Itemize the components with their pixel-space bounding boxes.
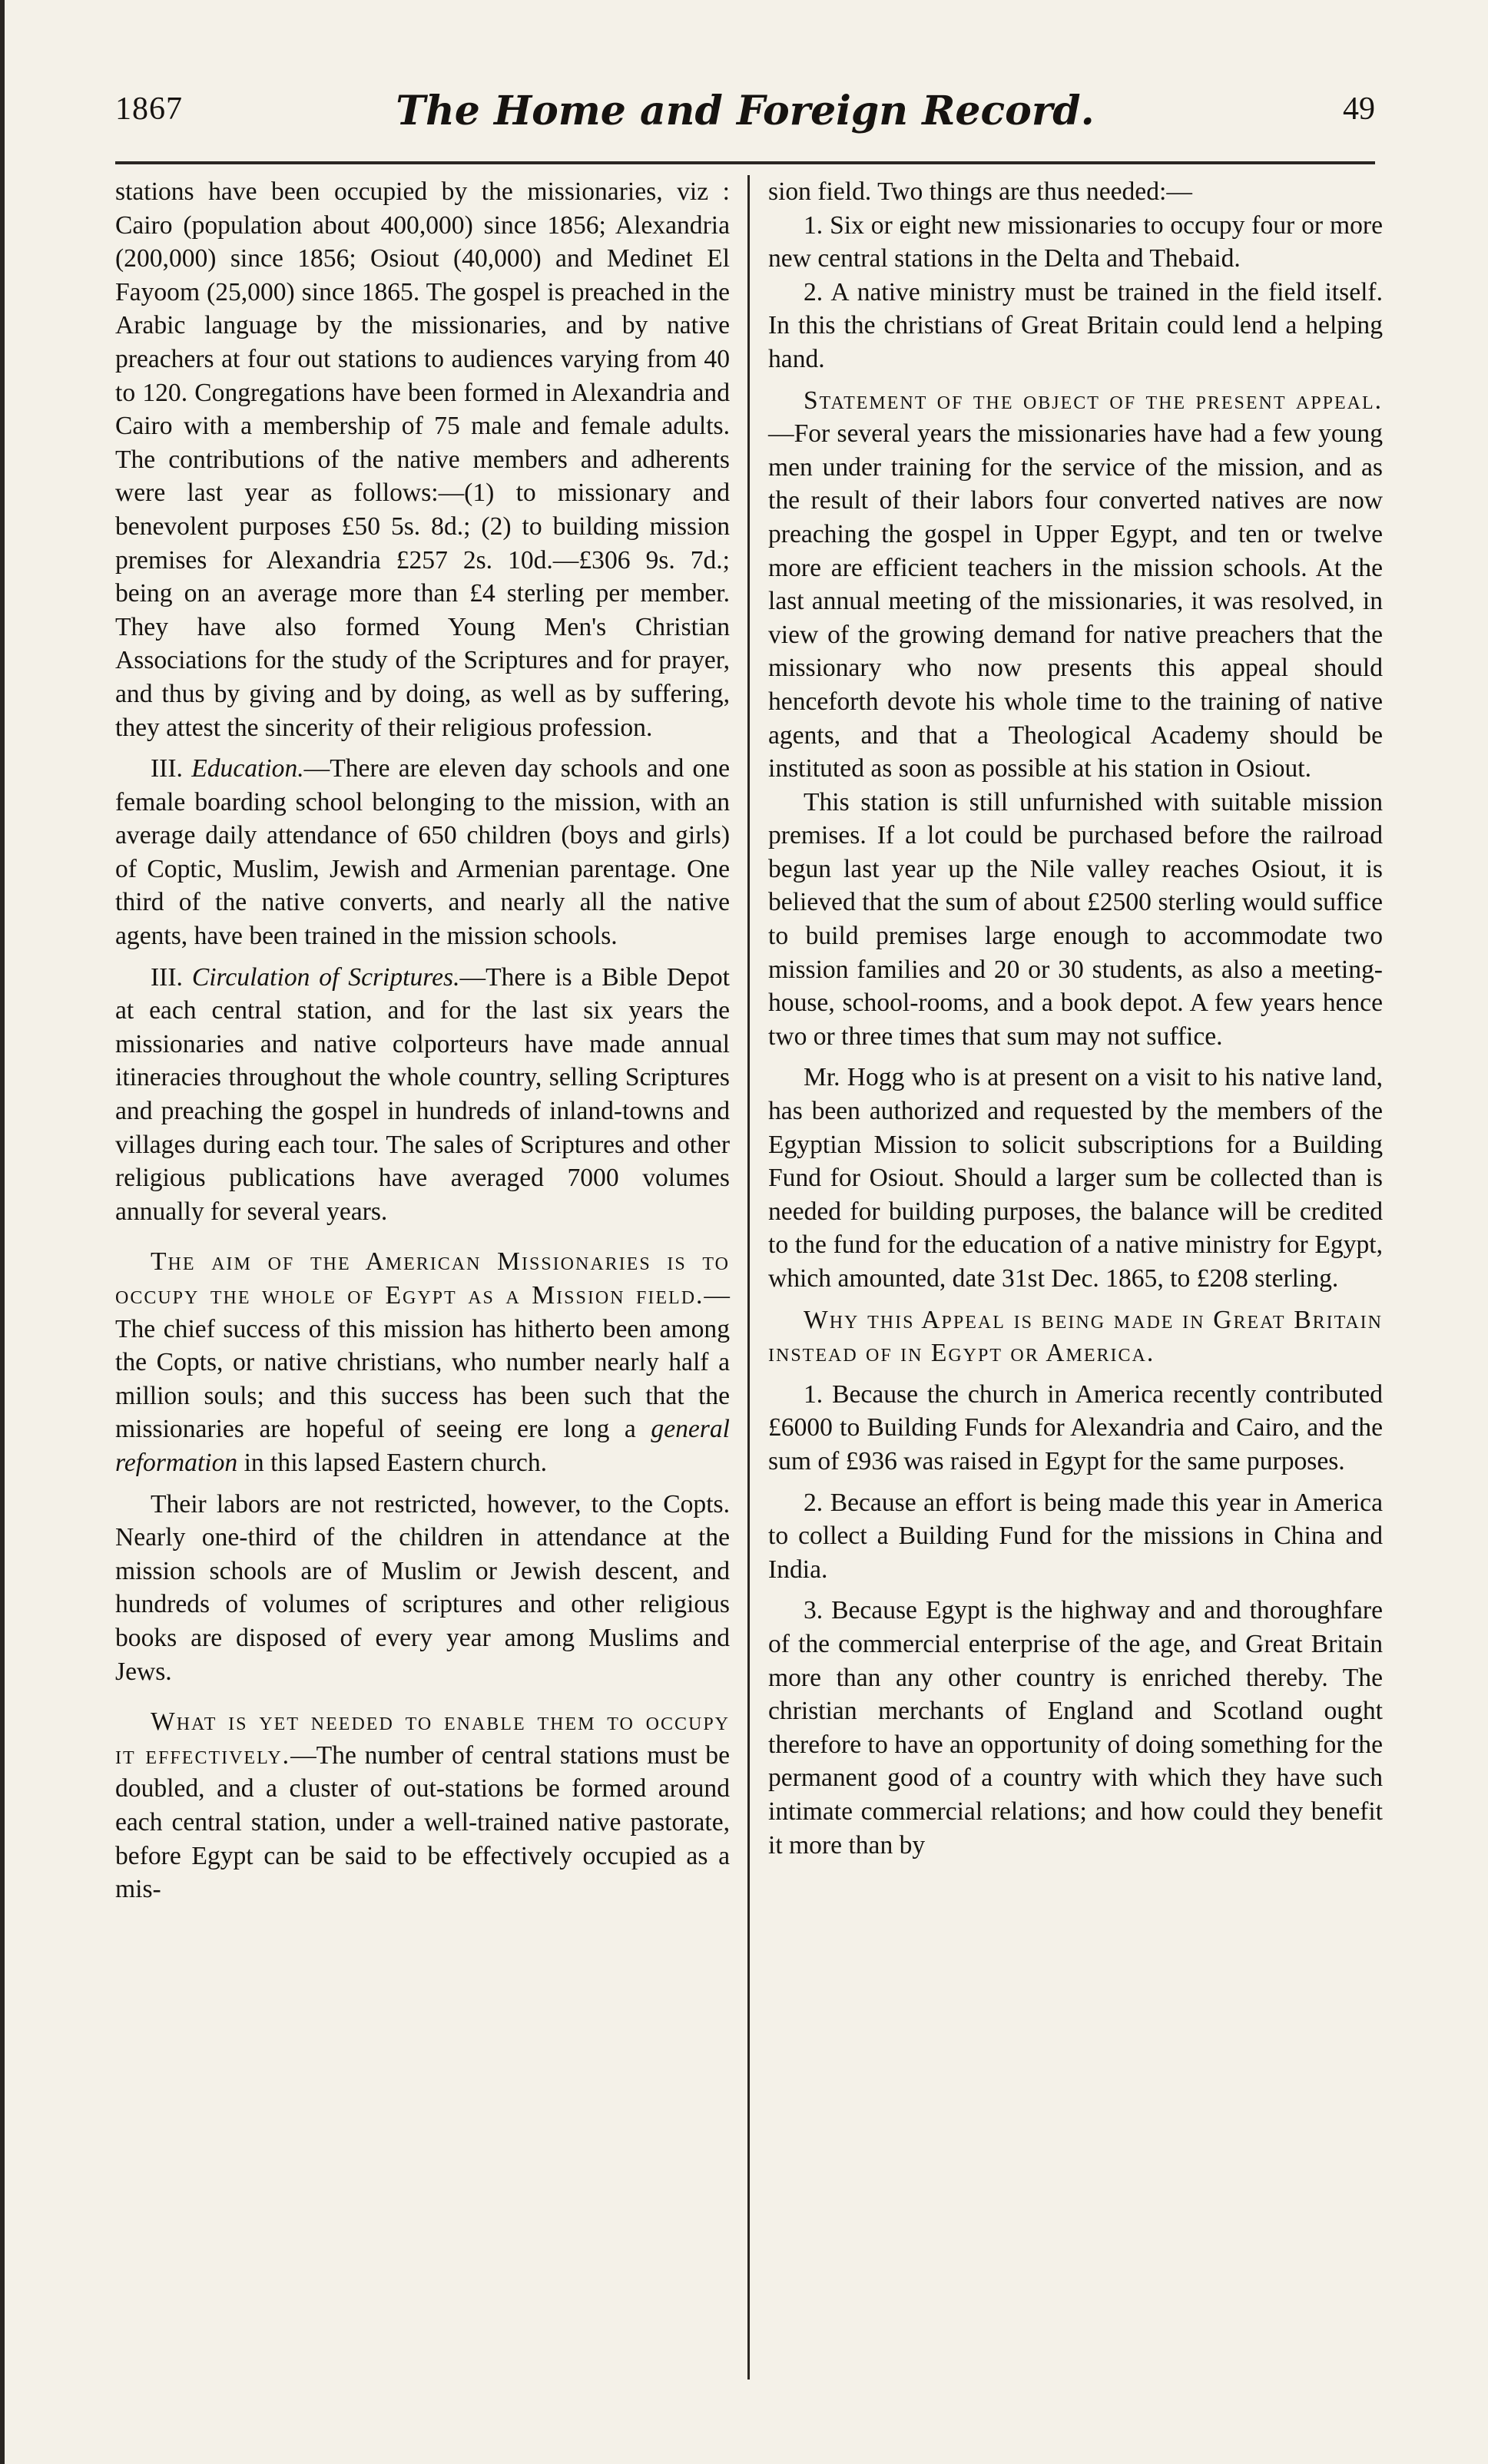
paragraph-hogg: Mr. Hogg who is at present on a visit to his native land, has been authorized and requested by the members of the Egyptian Mission to solicit subscriptions for a Building Fund for Osiout. Should a larger sum be collected than is needed for building purposes, the balance will be credited to the fund for the education of a native ministry for Egypt, which amounted, date 31st Dec. 1865, to £208 sterling. [768, 1063, 1383, 1293]
left-column [115, 175, 730, 1906]
heading-statement: Statement of the object of the present appeal. [804, 386, 1383, 415]
paragraph-need-2: 2. A native ministry must be trained in the field itself. In this the christians of Great Britain could lend a helping hand. [768, 277, 1383, 373]
page-edge-shadow [0, 0, 5, 2464]
paragraph-education: III. Education.—There are eleven day schools and one female boarding school belonging to the mission, with an average daily attendance of 650 children (boys and girls) of Coptic, Muslim, Jewish and Armenian parentage. One third of the native converts, and nearly all the native agents, have been trained in the mission schools. [115, 754, 730, 951]
paragraph-stations: stations have been occupied by the missionaries, viz : Cairo (population about 400,000) since 1856; Alexandria (200,000) since 1856; Osiout (40,000) and Medinet El Fayoom (25,000) since 1865. The gospel is preached in the Arabic language by the missionaries, and by native preachers at four out stations to audiences varying from 40 to 120. Congregations have been formed in Alexandria and Cairo with a membership of 75 male and female adults. The contributions of the native members and adherents were last year as follows:—(1) to missionary and benevolent purposes £50 5s. 8d.; (2) to building mission premises for Alexandria £257 2s. 10d.—£306 9s. 7d.; being on an average more than £4 sterling per member. They have also formed Young Men's Christian Associations for the study of the Scriptures and for prayer, and thus by giving and by doing, as well as by suffering, they attest the sincerity of their religious profession. [115, 177, 730, 742]
paragraph-mission-field: sion field. Two things are thus needed:— [768, 177, 1192, 206]
running-header [115, 88, 1375, 146]
heading-aim: The aim of the American Missionaries is to occupy the whole of Egypt as a Mission field. [115, 1247, 730, 1310]
paragraph-reason-2: 2. Because an effort is being made this year in America to collect a Building Fund for the missions in China and India. [768, 1488, 1383, 1584]
heading-education: Education. [191, 754, 304, 783]
right-column [768, 175, 1383, 1862]
header-rule [115, 161, 1375, 164]
paragraph-reason-3: 3. Because Egypt is the highway and and thoroughfare of the commercial enterprise of the age, and Great Britain more than any other country is enriched thereby. The christian merchants of England and Scotland ought therefore to have an opportunity of doing something for the permanent good of a country with which they have such intimate commercial relations; and how could they benefit it more than by [768, 1596, 1383, 1860]
paragraph-labors: Their labors are not restricted, however, to the Copts. Nearly one-third of the children in attendance at the mission schools are of Muslim or Jewish descent, and hundreds of volumes of scriptures and other religious books are disposed of every year among Muslims and Jews. [115, 1489, 730, 1686]
paragraph-need-1: 1. Six or eight new missionaries to occupy four or more new central stations in the Delta and Thebaid. [768, 210, 1383, 273]
paragraph-reason-1: 1. Because the church in America recently contributed £6000 to Building Funds for Alexandria and Cairo, and the sum of £936 was raised in Egypt for the same purposes. [768, 1379, 1383, 1475]
paragraph-statement: Statement of the object of the present appeal.—For several years the missionaries have had a few young men under training for the service of the mission, and as the result of their labors four converted natives are now preaching the gospel in Upper Egypt, and ten or twelve more are efficient teachers in the mission schools. At the last annual meeting of the missionaries, it was resolved, in view of the growing demand for native preachers that the missionary who now presents this appeal should henceforth devote his whole time to the training of native agents, and that a Theological Academy should be instituted as soon as possible at his station in Osiout. [768, 386, 1383, 783]
heading-needed: What is yet needed to enable them to occupy it effectively. [115, 1707, 730, 1770]
journal-title: The Home and Foreign Record. [396, 88, 1095, 134]
header-year: 1867 [115, 91, 183, 127]
paragraph-premises: This station is still unfurnished with suitable mission premises. If a lot could be purchased before the railroad begun last year up the Nile valley reaches Osiout, it is believed that the sum of about £2500 sterling would suffice to build premises large enough to accommodate two mission families and 20 or 30 students, as also a meeting-house, school-rooms, and a book depot. A few years hence two or three times that sum may not suffice. [768, 787, 1383, 1051]
page-number: 49 [1343, 91, 1375, 127]
paragraph-circulation: III. Circulation of Scriptures.—There is a Bible Depot at each central station, and for the last six years the missionaries and native colporteurs have made annual itineracies throughout the whole country, selling Scriptures and preaching the gospel in hundreds of inland-towns and villages during each tour. The sales of Scriptures and other religious publications have averaged 7000 volumes annually for several years. [115, 962, 730, 1226]
paragraph-needed: What is yet needed to enable them to occupy it effectively.—The number of central stations must be doubled, and a cluster of out-stations be formed around each central station, under a well-trained native pastorate, before Egypt can be said to be effectively occupied as a mis- [115, 1707, 731, 1904]
heading-why: Why this Appeal is being made in Great Britain instead of in Egypt or America. [768, 1305, 1383, 1368]
column-divider [747, 175, 750, 2380]
paragraph-aim: The aim of the American Missionaries is to occupy the whole of Egypt as a Mission field.—The chief success of this mission has hitherto been among the Copts, or native christians, who number nearly half a million souls; and this success has been such that the missionaries are hopeful of seeing ere long a general reformation in this lapsed Eastern church. [115, 1247, 730, 1477]
heading-circulation: Circulation of Scriptures. [191, 962, 460, 992]
paragraph-why-heading [768, 1303, 1383, 1370]
